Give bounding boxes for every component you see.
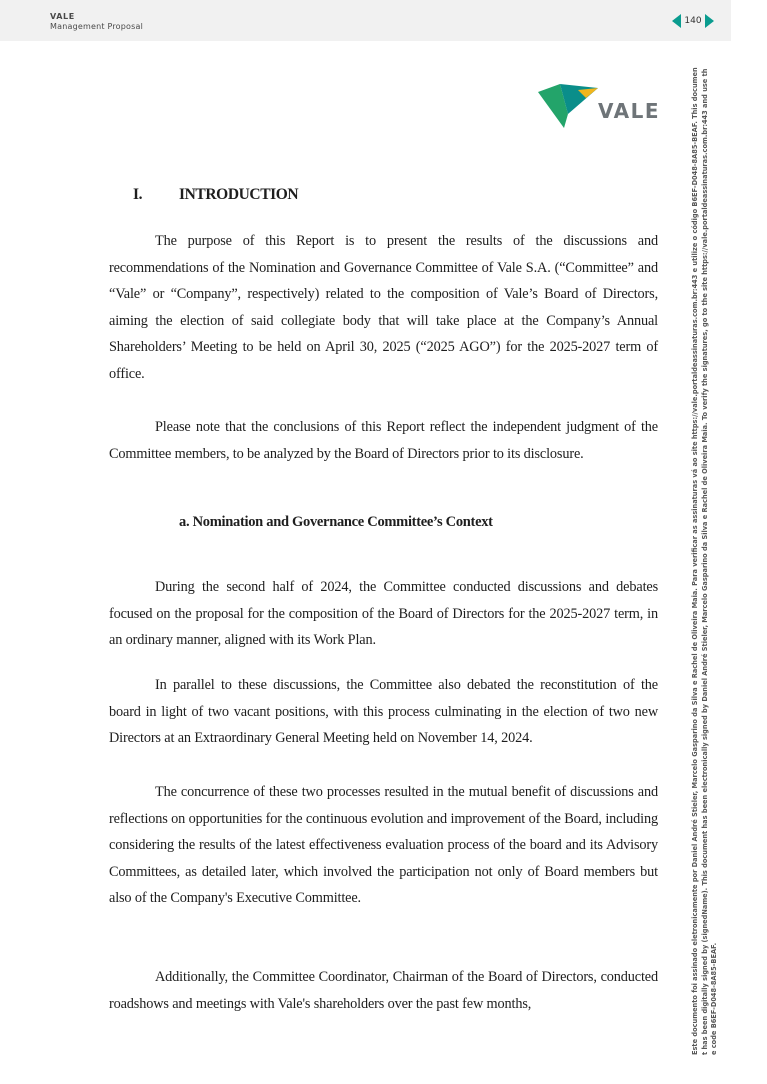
signature-stamp (690, 62, 735, 1057)
paragraph: In parallel to these discussions, the Committee also debated the reconstitution of the board in light of two vacant positions, with this process culminating in the election of two new Directors at an Extraordinary General Meeting held on November 14, 2024. (109, 677, 658, 746)
header-subtitle: Management Proposal (50, 22, 143, 31)
subsection-heading: a. Nomination and Governance Committee’s Context (179, 514, 493, 530)
header-company: VALE (50, 12, 75, 21)
paragraph: Additionally, the Committee Coordinator, Chairman of the Board of Directors, conducted roadshows and meetings with Vale's shareholders over the past few months, (109, 969, 658, 1012)
logo-wordmark: VALE (598, 99, 661, 123)
page-header (0, 0, 731, 41)
paragraph: The purpose of this Report is to present the results of the discussions and recommendations of the Nomination and Governance Committee of Vale S.A. (“Committee” and “Vale” or “Company”, respectively) related to the composition of Vale’s Board of Directors, aiming the election of said collegiate body that will take place at the Company’s Annual Shareholders’ Meeting to be held on April 30, 2025 (“2025 AGO”) for the 2025-2027 term of office. (109, 233, 658, 382)
paragraph: During the second half of 2024, the Committee conducted discussions and debates focused on the proposal for the composition of the Board of Directors for the 2025-2027 term, in an ordinary manner, aligned with its Work Plan. (109, 579, 658, 648)
page-navigator (670, 12, 716, 30)
next-page-arrow-icon[interactable] (705, 14, 714, 28)
section-number: I. (133, 186, 143, 203)
previous-page-arrow-icon[interactable] (672, 14, 681, 28)
page-number: 140 (684, 16, 702, 26)
paragraph: Please note that the conclusions of this Report reflect the independent judgment of the Committee members, to be analyzed by the Board of Directors prior to its disclosure. (109, 419, 658, 462)
section-title: INTRODUCTION (179, 186, 299, 203)
signature-text: Este documento foi assinado eletronicamente por Daniel André Stieler, Marcelo Gasparino da Silva e Rachel de Oliveira Maia. Para verificar as assinaturas vá ao site https://vale.portaldeassinaturas.com.br:443 e utilize o código B6EF-D048-8A85-BEAF. This document has been digitally signed by (signedName). This document has been electronically signed by Daniel André Stieler, Marcelo Gasparino da Silva e Rachel de Oliveira Maia. To verify the signatures, go to the site https://vale.portaldeassinaturas.com.br:443 and use the code B6EF-D048-8A85-BEAF. (690, 66, 718, 1055)
paragraph: The concurrence of these two processes resulted in the mutual benefit of discussions and reflections on opportunities for the continuous evolution and improvement of the Board, including considering the results of the latest effectiveness evaluation process of the board and its Advisory Committees, as detailed later, which involved the participation not only of Board members but also of the Company's Executive Committee. (109, 784, 658, 906)
section-heading (133, 186, 298, 204)
